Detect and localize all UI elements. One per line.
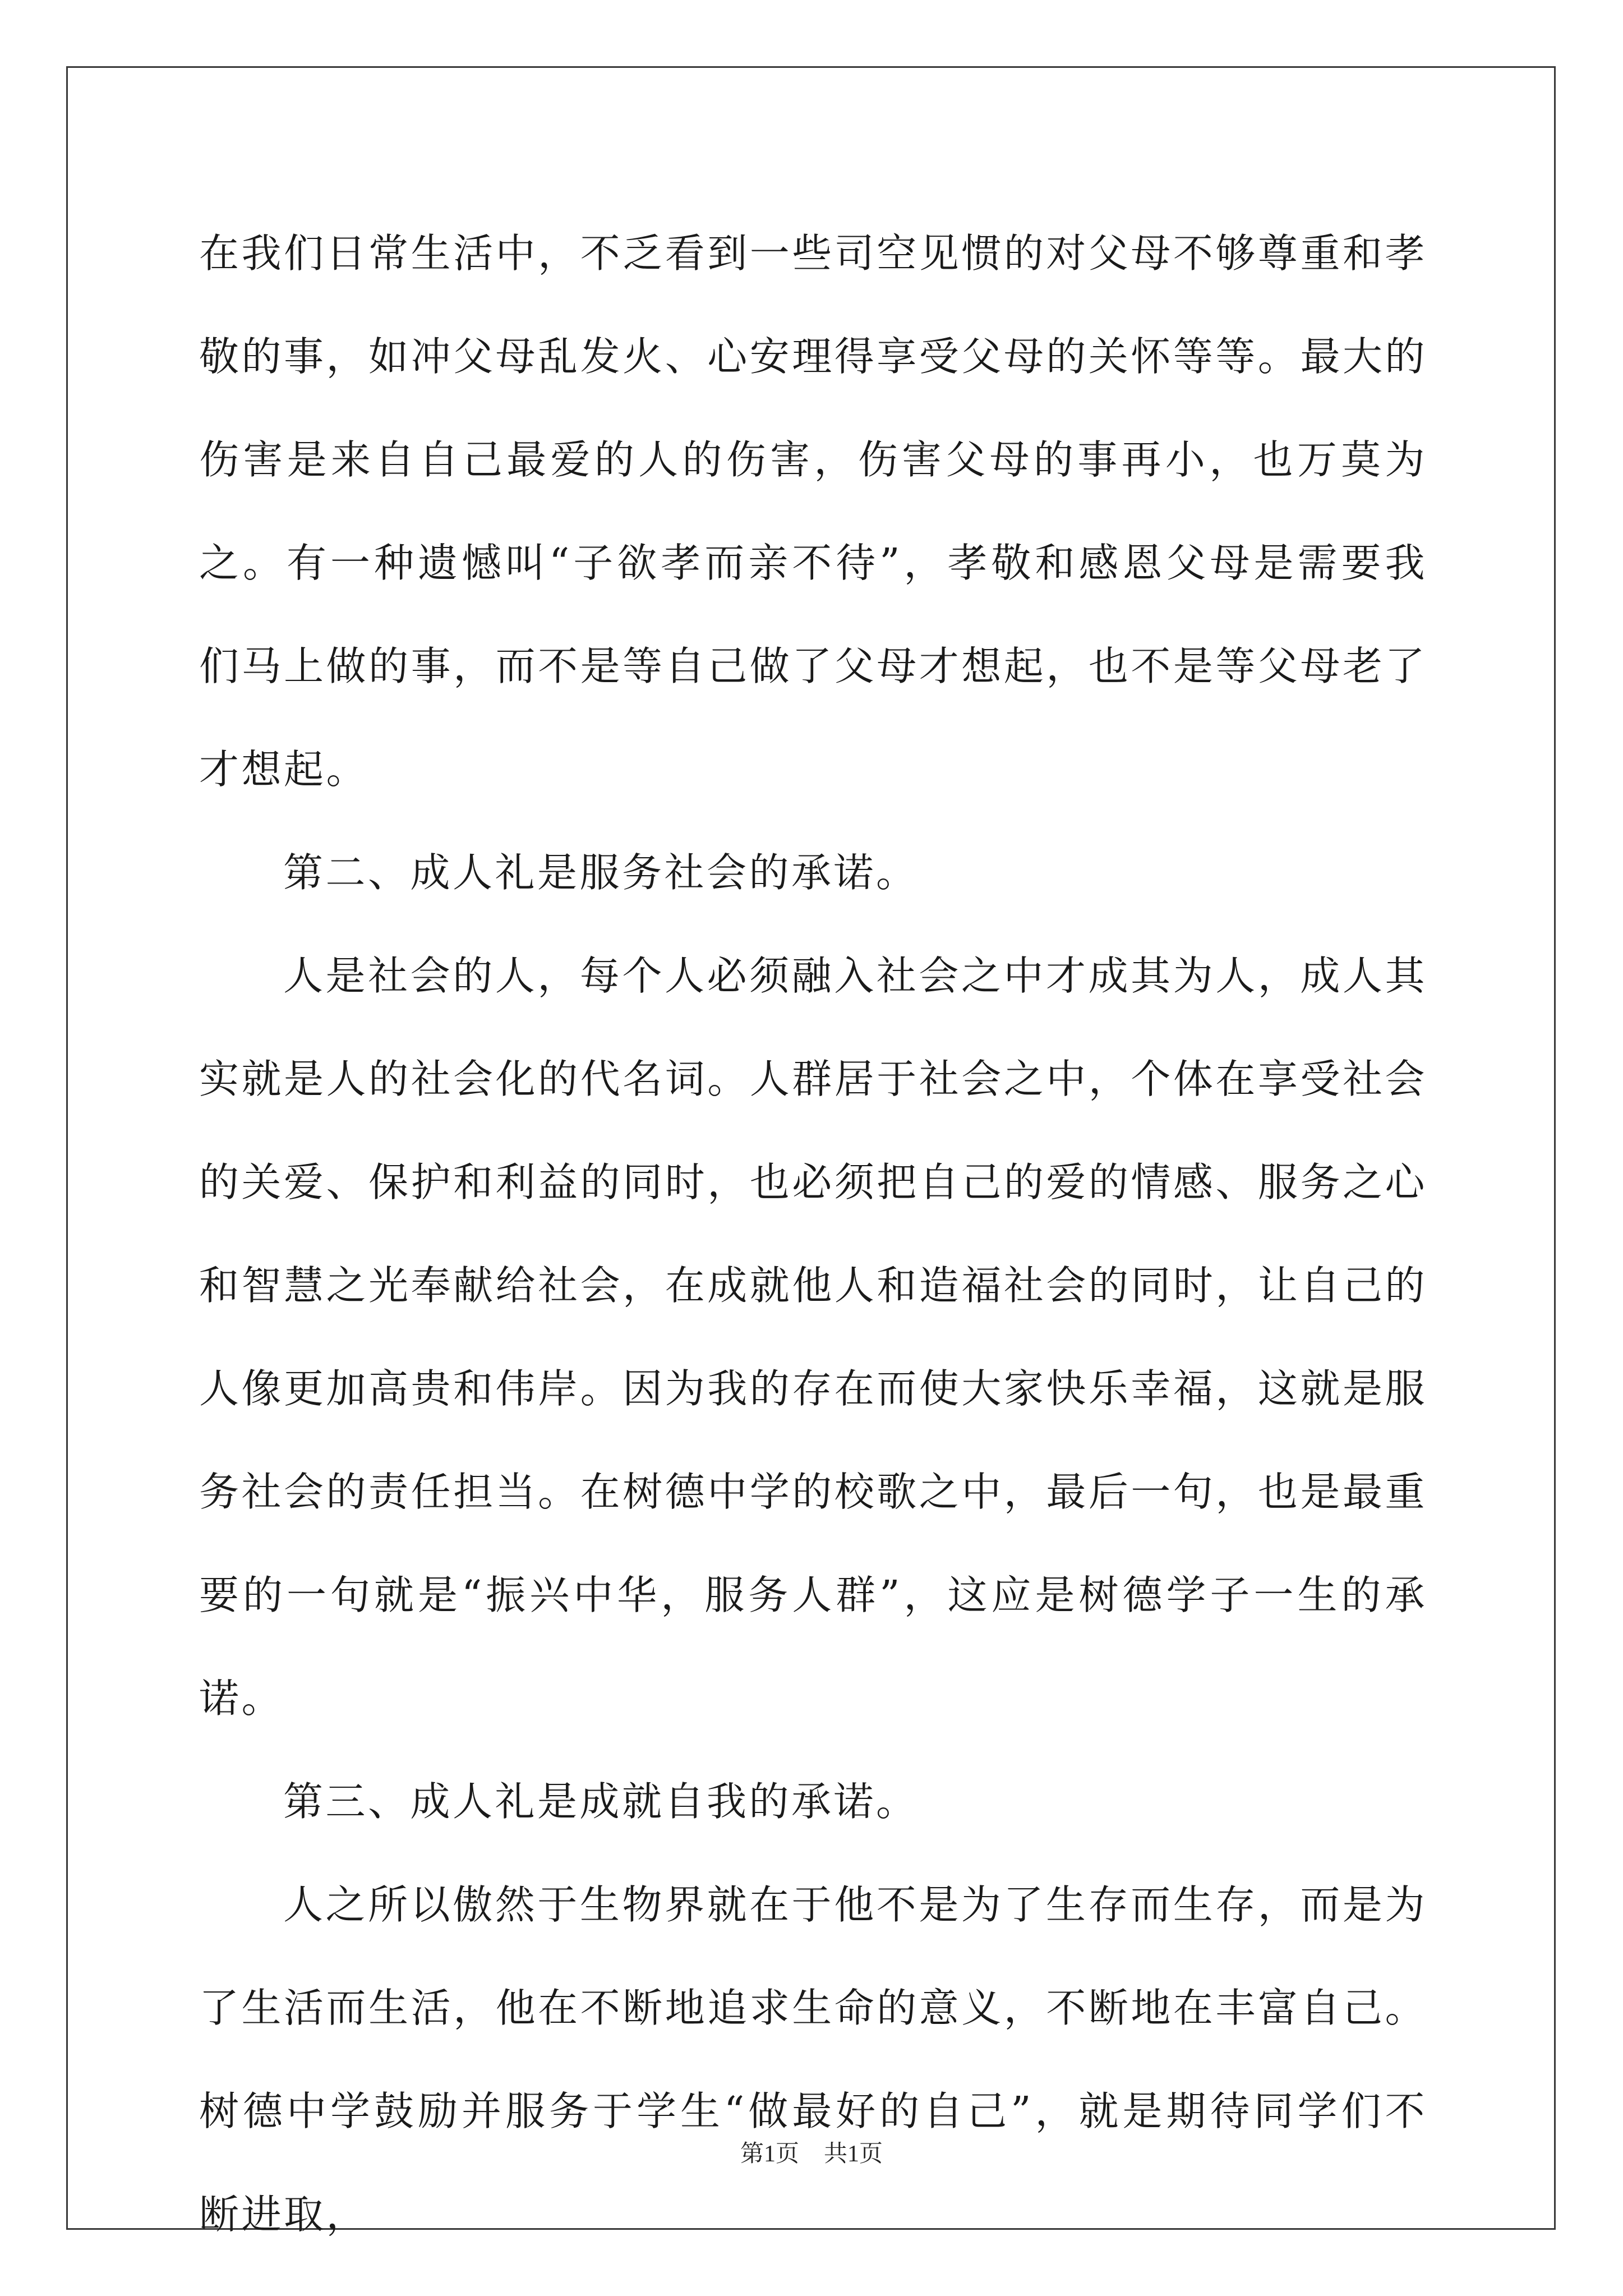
paragraph-filial-piety: 在我们日常生活中，不乏看到一些司空见惯的对父母不够尊重和孝敬的事，如冲父母乱发火、心安理得享受父母的关怀等等。最大的伤害是来自自己最爱的人的伤害，伤害父母的事再小，也万莫为之。有一种遗憾叫“子欲孝而亲不待”，孝敬和感恩父母是需要我们马上做的事，而不是等自己做了父母才想起，也不是等父母老了才想起。 [199,230,1427,793]
heading-point-three: 第三、成人礼是成就自我的承诺。 [283,1778,919,1825]
paragraph-serve-society: 人是社会的人，每个人必须融入社会之中才成其为人，成人其实就是人的社会化的代名词。人群居于社会之中，个体在享受社会的关爱、保护和利益的同时，也必须把自己的爱的情感、服务之心和智慧之光奉献给社会，在成就他人和造福社会的同时，让自己的人像更加高贵和伟岸。因为我的存在而使大家快乐幸福，这就是服务社会的责任担当。在树德中学的校歌之中，最后一句，也是最重要的一句就是“振兴中华，服务人群”，这应是树德学子一生的承诺。 [199,953,1427,1722]
document-body [199,202,1427,2266]
heading-point-two: 第二、成人礼是服务社会的承诺。 [283,849,919,896]
page-footer [0,2140,1623,2168]
paragraph-self-achievement: 人之所以傲然于生物界就在于他不是为了生存而生存，而是为了生活而生活，他在不断地追求生命的意义，不断地在丰富自己。树德中学鼓励并服务于学生“做最好的自己”，就是期待同学们不断进取， [199,1881,1427,2238]
page-total: 共1页 [824,2141,883,2167]
page-number: 第1页 [740,2141,799,2167]
